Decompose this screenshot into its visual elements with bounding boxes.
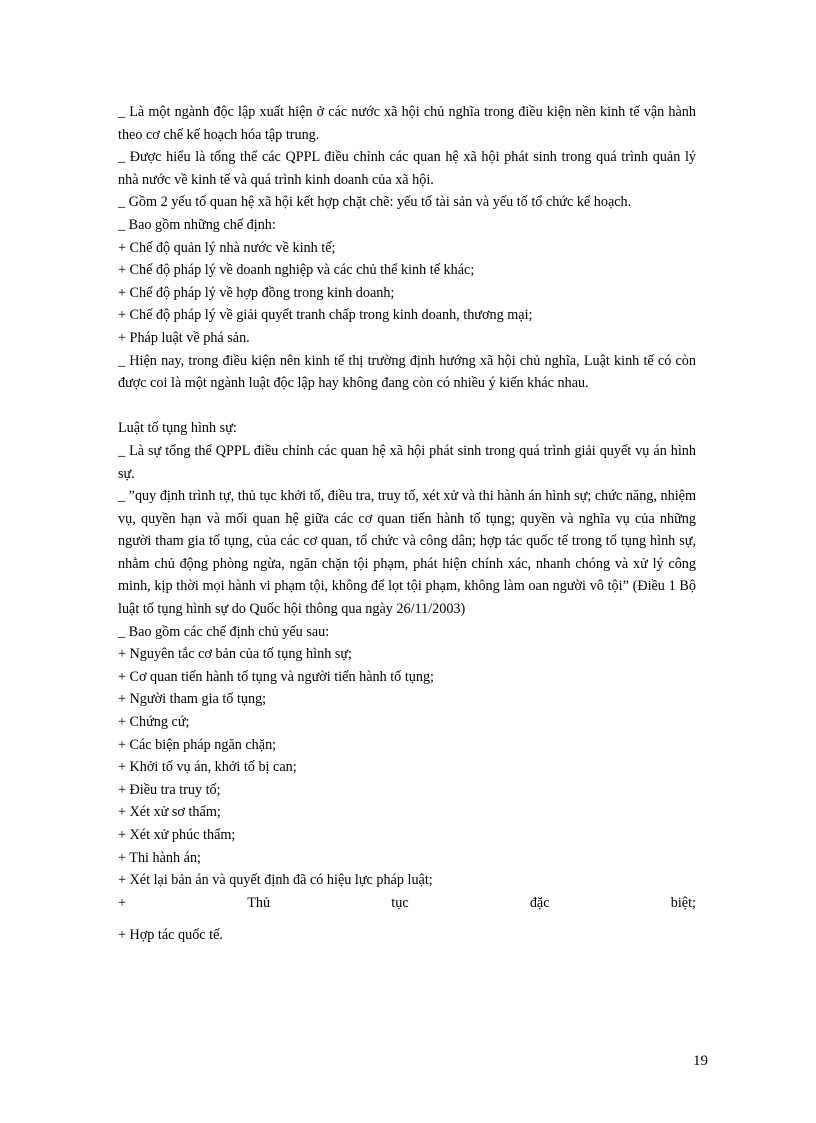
- list-item: + Chế độ pháp lý về doanh nghiệp và các chủ thể kinh tế khác;: [118, 262, 475, 279]
- spread-word: biệt;: [670, 894, 696, 911]
- list-intro: _ Bao gồm những chế định:: [118, 216, 276, 233]
- list-item: + Cơ quan tiến hành tố tụng và người tiến hành tố tụng;: [118, 668, 434, 685]
- list-intro: _ Bao gồm các chế định chủ yếu sau:: [118, 623, 330, 640]
- list-item: + Xét lại bản án và quyết định đã có hiệu lực pháp luật;: [118, 872, 433, 889]
- spread-word: đặc: [529, 894, 550, 911]
- spread-word: Thủ: [247, 894, 271, 911]
- paragraph: _ Là một ngành độc lập xuất hiện ở các nước xã hội chủ nghĩa trong điều kiện nền kinh tế vận hành theo cơ chế kế hoạch hóa tập trung.: [118, 104, 696, 143]
- list-item: + Xét xử sơ thẩm;: [118, 804, 221, 821]
- list-item: + Nguyên tắc cơ bản của tố tụng hình sự;: [118, 646, 352, 663]
- spread-word: tục: [391, 894, 409, 911]
- page-content: [118, 101, 696, 947]
- paragraph: _ Được hiểu là tổng thể các QPPL điều chỉnh các quan hệ xã hội phát sinh trong quá trình quản lý nhà nước về kinh tế và quá trình kinh doanh của xã hội.: [118, 149, 696, 188]
- page-number: 19: [693, 1053, 708, 1069]
- spacer: [118, 914, 696, 924]
- list-item: + Điều tra truy tố;: [118, 781, 221, 798]
- list-item: + Hợp tác quốc tế.: [118, 927, 223, 944]
- paragraph: _ Hiện nay, trong điều kiện nên kinh tế thị trường định hướng xã hội chủ nghĩa, Luật kinh tế có còn được coi là một ngành luật độc lập hay không đang còn có nhiều ý kiến khác nhau.: [118, 352, 696, 392]
- list-item: + Chế độ quản lý nhà nước về kinh tế;: [118, 239, 336, 256]
- list-item: + Thi hành án;: [118, 849, 201, 866]
- section-heading: Luật tố tụng hình sự:: [118, 420, 237, 437]
- spread-word: +: [118, 894, 127, 911]
- list-item: + Xét xử phúc thẩm;: [118, 827, 236, 843]
- paragraph: _ Là sự tổng thể QPPL điều chỉnh các quan hệ xã hội phát sinh trong quá trình giải quyết vụ án hình sự.: [118, 442, 696, 482]
- list-item: + Chứng cứ;: [118, 714, 190, 731]
- justified-list-item: [118, 892, 696, 915]
- list-item: + Pháp luật về phá sản.: [118, 329, 250, 346]
- list-item: + Người tham gia tố tụng;: [118, 691, 267, 708]
- paragraph: _ Gồm 2 yếu tố quan hệ xã hội kết hợp chặt chẽ: yếu tố tài sản và yếu tố tổ chức kế hoạch.: [118, 194, 632, 211]
- list-item: + Chế độ pháp lý về hợp đồng trong kinh doanh;: [118, 284, 395, 301]
- blank-line: [118, 395, 696, 418]
- list-item: + Khởi tố vụ án, khởi tố bị can;: [118, 759, 297, 776]
- paragraph: _ ”quy định trình tự, thủ tục khởi tố, điều tra, truy tố, xét xử và thi hành án hình sự; chức năng, nhiệm vụ, quyền hạn và mối quan hệ giữa các cơ quan tiến hành tố tụng; quyền và nghĩa vụ của những người tham gia tố tụng, của các cơ quan, tổ chức và công dân; hợp tác quốc tế trong tố tụng hình sự, nhằm chủ động phòng ngừa, ngăn chặn tội phạm, phát hiện chính xác, nhanh chóng và xử lý công minh, kịp thời mọi hành vi phạm tội, không để lọt tội phạm, không làm oan người vô tội” (Điều 1 Bộ luật tố tụng hình sự do Quốc hội thông qua ngày 26/11/2003): [118, 488, 696, 618]
- list-item: + Chế độ pháp lý về giải quyết tranh chấp trong kinh doanh, thương mại;: [118, 307, 533, 324]
- list-item: + Các biện pháp ngăn chặn;: [118, 736, 277, 753]
